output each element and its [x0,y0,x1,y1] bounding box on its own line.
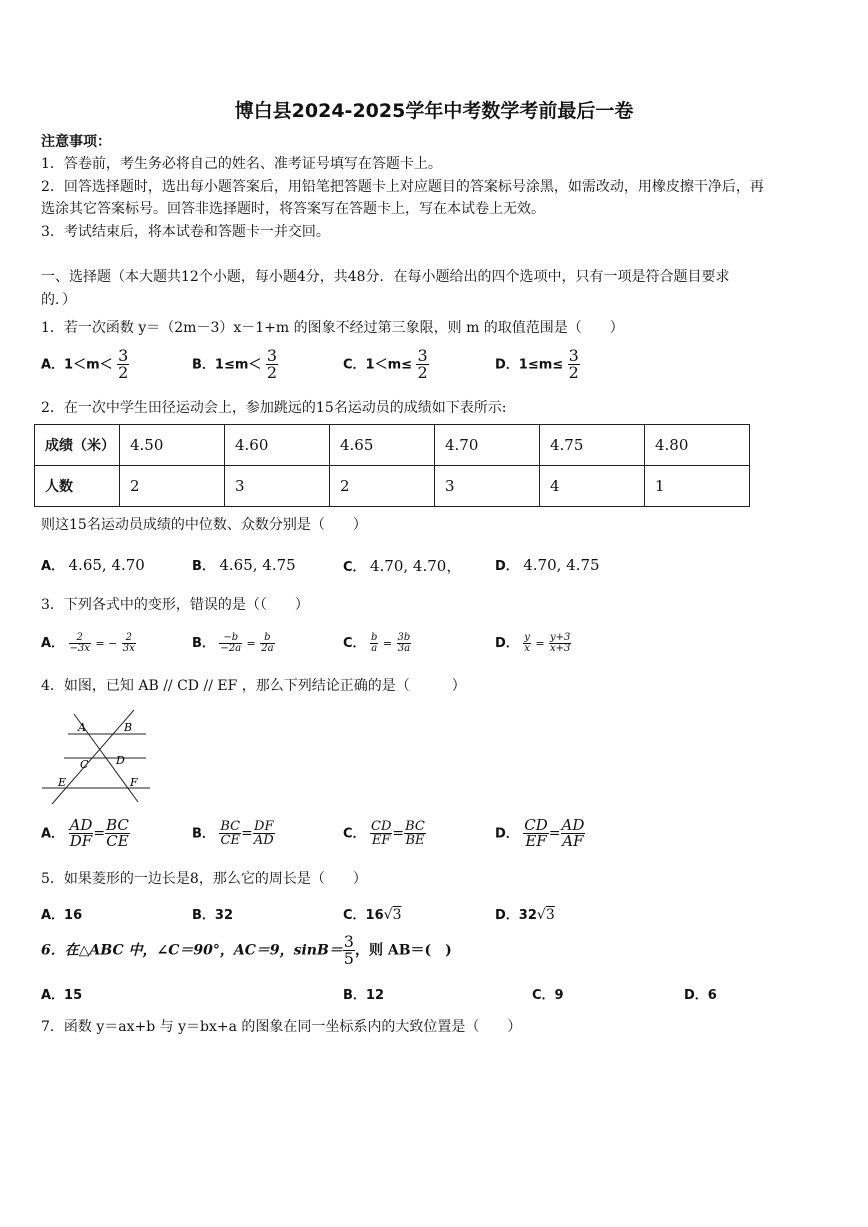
q1-option-b-fraction [266,348,278,381]
frac-num: DF [254,819,274,834]
table-cell: 4.75 [540,425,645,466]
sqrt-sign: √ [383,907,393,923]
operator: = [246,637,256,650]
section-heading-line1: 一、选择题（本大题共12个小题，每小题4分，共48分．在每小题给出的四个选项中，只有一项是符合题目要求 [41,269,730,285]
table-cell: 3 [435,466,540,507]
fraction [260,633,274,654]
frac-den: 3a [397,642,411,654]
fraction [69,818,94,849]
operator: = [535,637,545,650]
fraction [370,820,392,847]
results-table [34,424,750,507]
q1-option-c-text: C．1＜m≤ [343,357,413,373]
parallel-lines-figure [40,706,154,808]
label-b: B [124,721,133,734]
frac-num: 3 [343,932,354,951]
frac-den: a [371,642,378,654]
fraction [561,818,586,849]
q2-option-c-label: C． [343,560,366,575]
frac-num: b [371,631,378,643]
q5-option-b[interactable]: B．32 [192,908,233,923]
frac-num: 2 [122,633,136,644]
fraction [253,820,275,847]
q1-option-d[interactable] [495,348,580,381]
q6-option-b[interactable]: B．12 [343,988,384,1003]
frac-num: 2 [69,633,91,644]
frac-num: y+3 [550,631,571,643]
frac-num: CD [524,816,548,834]
frac-den: CE [220,833,240,848]
q6-stem-a: 6．在△ABC 中，∠C＝90°，AC＝9，sinB＝ [41,942,343,959]
q4-option-a-label: A． [41,826,65,842]
fraction [523,818,549,849]
fraction [404,820,426,847]
q4-option-b-label: B． [192,826,215,842]
frac-den: EF [525,832,547,850]
q6-option-d[interactable]: D．6 [684,988,717,1003]
table-row [35,466,750,507]
q2-option-a[interactable] [41,555,145,574]
q4-option-d-label: D． [495,826,519,842]
table-cell: 4 [540,466,645,507]
label-e: E [58,776,67,789]
frac-den: −3x [69,642,90,654]
fraction [69,633,91,654]
q1-option-a-fraction [117,348,129,381]
q4-option-c[interactable]: C． $\frac{CD}{EF}$ = $\frac{BC}{BE}$ [343,819,425,848]
table-cell: 3 [225,466,330,507]
frac-den: AD [253,833,274,848]
table-cell: 4.50 [120,425,225,466]
frac-num: AD [561,816,585,834]
operator: = − [95,637,118,650]
frac-den: CE [106,832,129,850]
q5-option-c-text: C．16 [343,908,384,923]
q4-option-d[interactable]: D． $\frac{CD}{EF}$ = $\frac{AD}{AF}$ [495,816,585,850]
table-cell: 2 [120,466,225,507]
frac-den: x [524,642,530,654]
q4-option-c-label: C． [343,826,366,842]
notice-heading: 注意事项： [41,134,111,150]
table-cell: 1 [645,466,750,507]
frac-num: 3 [118,346,129,365]
sqrt-radicand: 3 [392,907,402,923]
fraction [370,633,378,654]
frac-den: BE [405,833,425,848]
q2-ask: 则这15名运动员成绩的中位数、众数分别是（ ） [41,517,367,533]
frac-den: AF [562,832,584,850]
q3-option-d-label: D． [495,636,519,651]
q5-option-c[interactable] [343,904,401,923]
notice-item-1: 1．答卷前，考生务必将自己的姓名、准考证号填写在答题卡上。 [41,156,442,172]
q1-option-a-text: A．1＜m＜ [41,357,113,373]
q2-option-d[interactable] [495,555,600,574]
q4-option-a[interactable]: A． $\frac{AD}{DF}$ = $\frac{BC}{CE}$ [41,816,129,850]
frac-den: DF [69,832,93,850]
table-cell: 4.60 [225,425,330,466]
q5-option-a[interactable]: A．16 [41,908,83,923]
q3-option-a[interactable] [41,632,136,654]
q3-option-c[interactable] [343,632,411,654]
q3-option-d[interactable] [495,632,571,654]
q5-option-d-text: D．32 [495,908,537,923]
q1-option-b-text: B．1≤m＜ [192,357,262,373]
frac-num: −b [219,633,242,644]
fraction [219,633,242,654]
fraction [523,633,531,654]
fraction [122,633,136,654]
q2-option-d-text: 4.70, 4.75 [523,556,600,574]
frac-num: y [524,631,530,643]
label-a: A [78,721,86,734]
q3-option-c-label: C． [343,636,366,651]
frac-num: b [260,633,274,644]
section-heading-line2: 的．） [41,292,76,308]
notice-item-3: 3．考试结束后，将本试卷和答题卡一并交回。 [41,224,330,240]
q1-option-d-text: D．1≤m≤ [495,357,564,373]
q6-fraction [343,934,355,967]
q3-option-b[interactable] [192,632,275,654]
q1-option-d-fraction [568,348,580,381]
q6-option-c[interactable]: C．9 [532,988,564,1003]
q2-option-b[interactable] [192,555,296,574]
table-cell: 4.80 [645,425,750,466]
q3-option-a-label: A． [41,636,65,651]
q2-option-c-text: 4.70, 4.70， [370,557,462,575]
fraction [549,633,571,654]
q2-option-b-label: B． [192,559,215,574]
notice-item-2b: 选涂其它答案标号。回答非选择题时，将答案写在答题卡上，写在本试卷上无效。 [41,201,545,217]
q2-option-a-label: A． [41,559,65,574]
q5-stem: 5．如果菱形的一边长是8，那么它的周长是（ ） [41,871,367,887]
q1-option-c[interactable] [343,348,429,381]
frac-num: BC [220,819,241,834]
frac-den: 2 [568,363,579,382]
q6-option-a[interactable]: A．15 [41,988,83,1003]
q1-option-a[interactable] [41,348,129,381]
q6-stem-b: ，则 AB＝( ) [354,942,452,959]
sqrt-sign: √ [536,907,546,923]
frac-num: 3 [266,346,278,365]
q2-option-d-label: D． [495,559,519,574]
page-title: 博白县2024-2025学年中考数学考前最后一卷 [234,100,634,122]
q2-option-c[interactable] [343,555,461,576]
frac-num: 3b [397,631,411,643]
frac-num: 3 [568,346,579,365]
q4-stem: 4．如图，已知 AB // CD // EF ，那么下列结论正确的是（ ） [41,678,466,694]
q5-option-d[interactable] [495,904,555,923]
notice-item-2a: 2．回答选择题时，选出每小题答案后，用铅笔把答题卡上对应题目的答案标号涂黑，如需改动，用橡皮擦干净后，再 [41,179,764,195]
q7-stem: 7．函数 y＝ax+b 与 y＝bx+a 的图象在同一坐标系内的大致位置是（ ） [41,1019,522,1035]
frac-num: BC [405,819,425,834]
frac-den: −2a [220,642,242,654]
table-row [35,425,750,466]
q4-option-b[interactable]: B． $\frac{BC}{CE}$ = $\frac{DF}{AD}$ [192,819,274,848]
q1-option-b[interactable] [192,348,278,381]
q1-option-c-fraction [416,348,428,381]
q2-stem: 2．在一次中学生田径运动会上，参加跳远的15名运动员的成绩如下表所示: [41,400,507,416]
frac-den: x+3 [550,642,571,654]
frac-den: EF [371,833,391,848]
fraction [219,820,241,847]
q3-option-b-label: B． [192,636,215,651]
frac-den: 2 [417,363,428,382]
table-cell: 4.70 [435,425,540,466]
q1-stem: 1．若一次函数 y＝（2m－3）x－1+m 的图象不经过第三象限，则 m 的取值范围是（ ） [41,320,624,336]
q3-stem: 3．下列各式中的变形，错误的是（（ ） [41,597,309,613]
label-c: C [80,758,89,771]
table-cell: 成绩（米） [35,425,120,466]
frac-den: 2 [118,363,129,382]
frac-num: CD [371,819,392,834]
table-cell: 人数 [35,466,120,507]
frac-den: 5 [343,949,354,968]
label-f: F [130,776,138,789]
fraction [105,818,130,849]
frac-num: 3 [417,346,428,365]
frac-num: BC [106,816,129,834]
q2-option-b-text: 4.65, 4.75 [219,556,296,574]
frac-den: 2 [266,363,278,382]
table-cell: 4.65 [330,425,435,466]
q6-stem [41,934,452,967]
table-cell: 2 [330,466,435,507]
operator: = [382,637,393,650]
frac-den: 3x [122,642,135,654]
frac-num: AD [69,816,93,834]
sqrt-radicand: 3 [545,907,555,923]
frac-den: 2a [261,642,274,654]
q2-option-a-text: 4.65, 4.70 [68,556,145,574]
fraction [397,633,412,654]
label-d: D [116,754,125,767]
